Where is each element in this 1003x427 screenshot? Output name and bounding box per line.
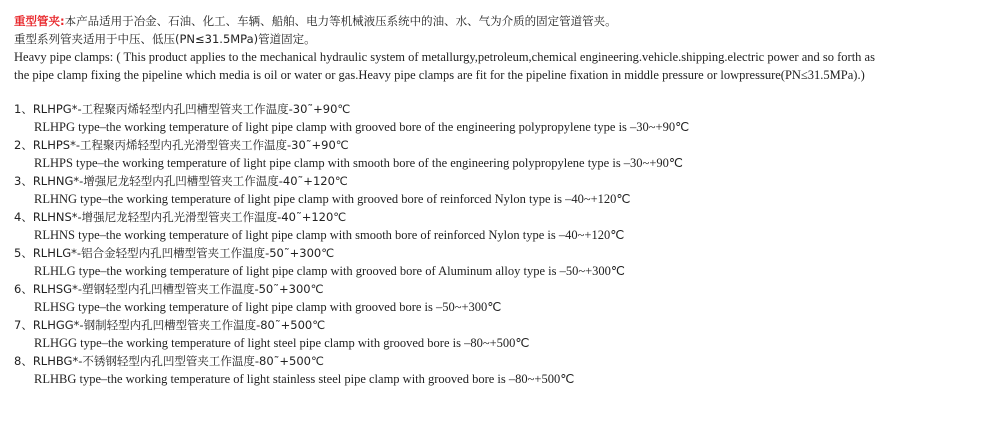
item-en-4: RLHNS type–the working temperature of light pipe clamp with smooth bore of reinforced Nylon type is –40~+120℃: [34, 228, 625, 242]
item-cn-5: 5、RLHLG*-铝合金轻型内孔凹槽型管夹工作温度-50˜+300℃: [14, 246, 335, 260]
intro-heading-label: 重型管夹:: [14, 14, 65, 28]
list-item: [14, 280, 994, 316]
item-cn-7: 7、RLHGG*-钢制轻型内孔凹槽型管夹工作温度-80˜+500℃: [14, 318, 326, 332]
list-item: [14, 208, 994, 244]
item-cn-1: 1、RLHPG*-工程聚丙烯轻型内孔凹槽型管夹工作温度-30˜+90℃: [14, 102, 351, 116]
intro-en-line-1: Heavy pipe clamps: ( This product applies to the mechanical hydraulic system of metallurgy,petroleum,chemical engineering.vehicle.shipping.electric power and so forth as: [14, 50, 875, 64]
list-item: [14, 352, 994, 388]
list-item: [14, 136, 994, 172]
item-en-6: RLHSG type–the working temperature of light pipe clamp with grooved bore is –50~+300℃: [34, 300, 502, 314]
item-en-2: RLHPS type–the working temperature of light pipe clamp with smooth bore of the engineering polypropylene type is –30~+90℃: [34, 156, 683, 170]
item-cn-6: 6、RLHSG*-塑钢轻型内孔凹槽型管夹工作温度-50˜+300℃: [14, 282, 324, 296]
document-page: [14, 12, 994, 388]
item-en-1: RLHPG type–the working temperature of light pipe clamp with grooved bore of the engineering polypropylene type is –30~+90℃: [34, 120, 690, 134]
intro-cn-line-2: 重型系列管夹适用于中压、低压(PN≤31.5MPa)管道固定。: [14, 32, 316, 46]
intro-cn-line-1: [14, 12, 994, 30]
intro-cn-text-1: 本产品适用于冶金、石油、化工、车辆、船舶、电力等机械液压系统中的油、水、气为介质的固定管道管夹。: [64, 14, 617, 28]
section-spacer: [14, 84, 994, 100]
item-cn-2: 2、RLHPS*-工程聚丙烯轻型内孔光滑型管夹工作温度-30˜+90℃: [14, 138, 349, 152]
item-cn-3: 3、RLHNG*-增强尼龙轻型内孔凹槽型管夹工作温度-40˜+120℃: [14, 174, 348, 188]
item-en-3: RLHNG type–the working temperature of light pipe clamp with grooved bore of reinforced Nylon type is –40~+120℃: [34, 192, 631, 206]
item-en-5: RLHLG type–the working temperature of light pipe clamp with grooved bore of Aluminum alloy type is –50~+300℃: [34, 264, 625, 278]
list-item: [14, 316, 994, 352]
list-item: [14, 244, 994, 280]
list-item: [14, 172, 994, 208]
list-item: [14, 100, 994, 136]
item-cn-4: 4、RLHNS*-增强尼龙轻型内孔光滑型管夹工作温度-40˜+120℃: [14, 210, 347, 224]
item-en-7: RLHGG type–the working temperature of light steel pipe clamp with grooved bore is –80~+500℃: [34, 336, 530, 350]
item-en-8: RLHBG type–the working temperature of light stainless steel pipe clamp with grooved bore is –80~+500℃: [34, 372, 575, 386]
item-list: [14, 100, 994, 388]
intro-en-line-2: the pipe clamp fixing the pipeline which media is oil or water or gas.Heavy pipe clamps are fit for the pipeline fixation in middle pressure or lowpressure(PN≤31.5MPa).): [14, 68, 865, 82]
item-cn-8: 8、RLHBG*-不锈钢轻型内孔凹型管夹工作温度-80˜+500℃: [14, 354, 324, 368]
